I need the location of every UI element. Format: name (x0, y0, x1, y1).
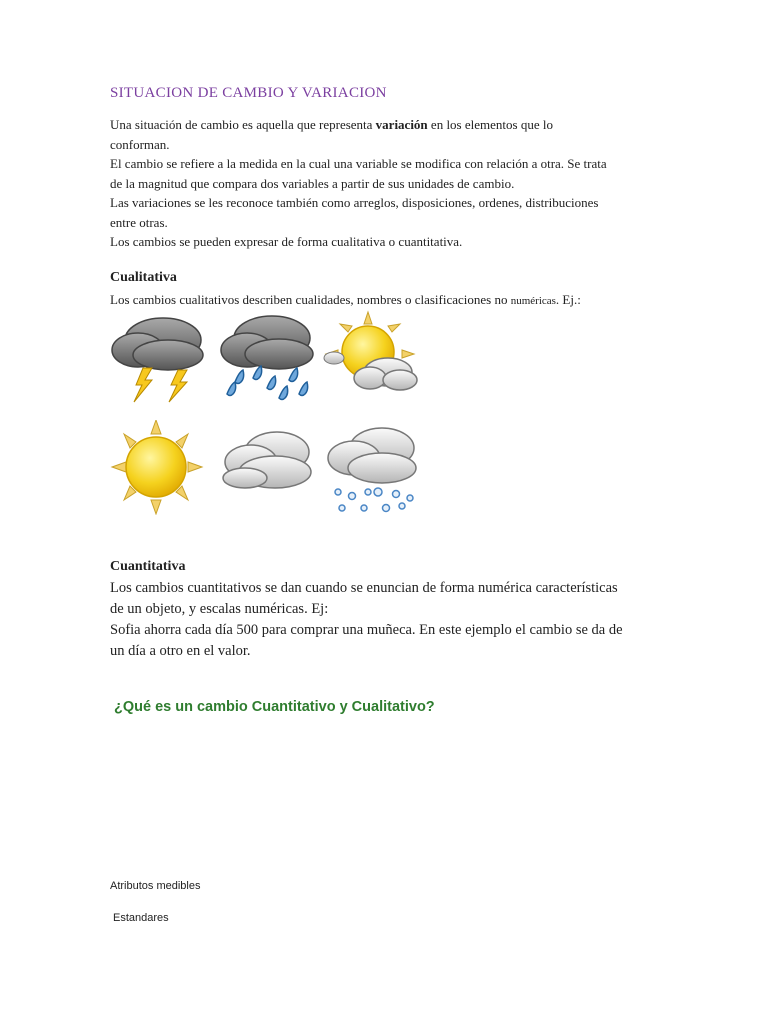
cuantitativa-line-4: un día a otro en el valor. (110, 643, 251, 659)
intro-line-7: Los cambios se pueden expresar de forma cualitativa o cuantitativa. (110, 234, 463, 249)
cuantitativa-heading: Cuantitativa (110, 559, 186, 574)
cuantitativa-line-1: Los cambios cuantitativos se dan cuando se enuncian de forma numérica características (110, 580, 618, 596)
intro-line-4: de la magnitud que compara dos variables a partir de sus unidades de cambio. (110, 175, 515, 191)
intro-line-5: Las variaciones se les reconoce también como arreglos, disposiciones, ordenes, distribuciones (110, 195, 599, 210)
cloudy-icon (217, 420, 317, 515)
thunderstorm-icon (108, 310, 208, 405)
footer-item-atributos: Atributos medibles (110, 880, 201, 892)
rain-icon (217, 310, 317, 405)
sun-icon (108, 420, 208, 515)
cualitativa-text: Los cambios cualitativos describen cualidades, nombres o clasificaciones no numéricas. Ej.: (110, 292, 581, 307)
intro-line-2: conforman. (110, 136, 170, 152)
intro-paragraph (110, 115, 655, 252)
partly-sunny-icon (320, 310, 420, 405)
question-heading: ¿Qué es un cambio Cuantitativo y Cualitativo? (114, 699, 435, 715)
keyword-variacion: variación (375, 117, 428, 132)
intro-line-3: El cambio se refiere a la medida en la cual una variable se modifica con relación a otra. Se trata (110, 156, 607, 171)
footer-item-estandares: Estandares (113, 912, 169, 924)
snow-icon (322, 420, 422, 515)
cuantitativa-line-2: de un objeto, y escalas numéricas. Ej: (110, 601, 329, 617)
cualitativa-heading: Cualitativa (110, 270, 177, 285)
page-title: SITUACION DE CAMBIO Y VARIACION (110, 85, 387, 101)
cuantitativa-line-3: Sofia ahorra cada día 500 para comprar una muñeca. En este ejemplo el cambio se da de (110, 622, 623, 638)
intro-line-6: entre otras. (110, 214, 168, 230)
intro-line-1: Una situación de cambio es aquella que representa variación en los elementos que lo (110, 117, 553, 132)
cuantitativa-paragraph (110, 578, 660, 662)
